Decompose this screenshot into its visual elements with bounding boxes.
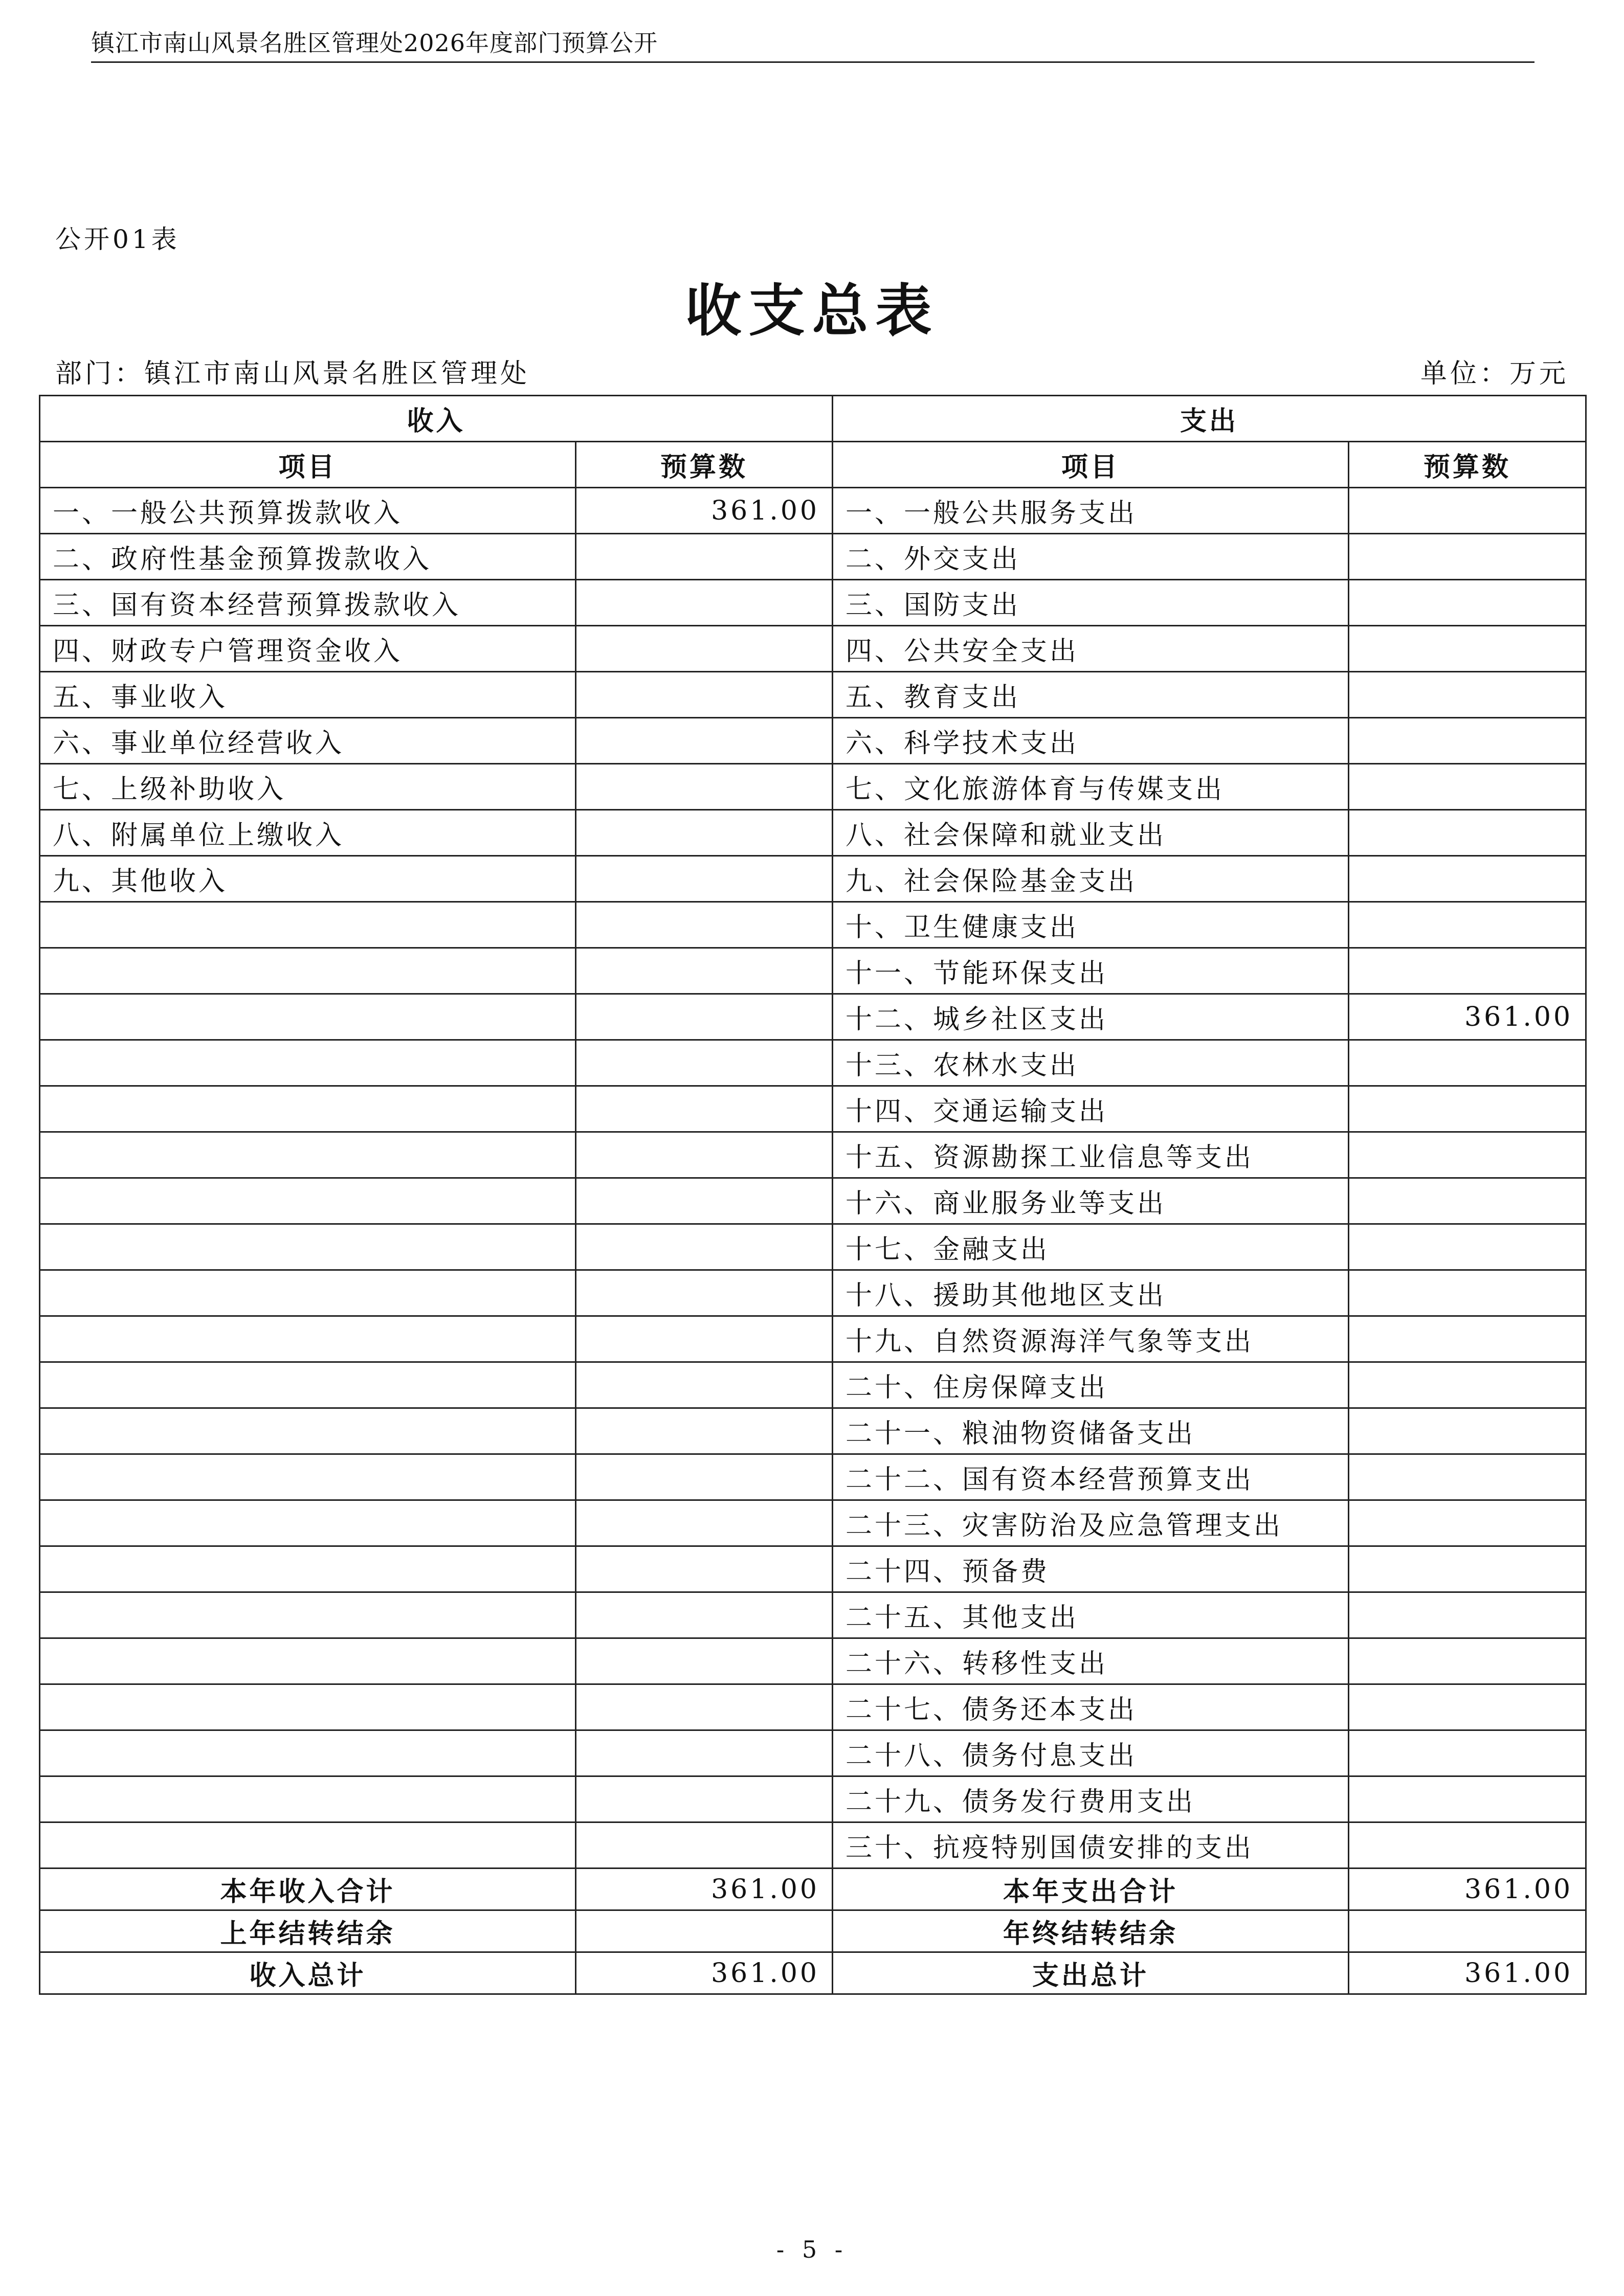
expense-amount-cell [1349, 718, 1586, 764]
expense-amount-cell [1349, 764, 1586, 810]
expense-amount-cell [1349, 1316, 1586, 1362]
expense-amount-cell [1349, 1546, 1586, 1592]
income-item-cell [40, 1730, 576, 1776]
table-row [40, 1822, 1586, 1869]
income-item-cell [40, 1776, 576, 1822]
expense-amount-cell [1349, 1822, 1586, 1869]
table-row [40, 534, 1586, 580]
expense-amount-cell [1349, 1776, 1586, 1822]
expense-amount-cell [1349, 1500, 1586, 1546]
unit-label: 单位：万元 [1420, 358, 1569, 389]
table-row [40, 1316, 1586, 1362]
table-row [40, 1684, 1586, 1730]
table-row [40, 856, 1586, 902]
expense-amount-cell [1349, 1408, 1586, 1454]
table-column-header-row [40, 442, 1586, 488]
table-group-header-row [40, 396, 1586, 442]
income-total-amount: 361.00 [576, 1869, 833, 1910]
expense-amount-cell [1349, 626, 1586, 672]
income-item-cell: 五、事业收入 [40, 672, 576, 718]
income-amount-cell [576, 1362, 833, 1408]
expense-amount-cell [1349, 1224, 1586, 1270]
expense-budget-header: 预算数 [1349, 442, 1586, 488]
department-label: 部门：镇江市南山风景名胜区管理处 [55, 358, 530, 389]
expense-item-cell: 二十四、预备费 [833, 1546, 1349, 1592]
expense-amount-cell [1349, 856, 1586, 902]
income-amount-cell [576, 764, 833, 810]
expense-item-cell: 八、社会保障和就业支出 [833, 810, 1349, 856]
table-row [40, 718, 1586, 764]
expense-amount-cell [1349, 534, 1586, 580]
income-item-cell [40, 1822, 576, 1869]
income-amount-cell [576, 1408, 833, 1454]
table-row [40, 1500, 1586, 1546]
expense-item-cell: 二、外交支出 [833, 534, 1349, 580]
page-title: 收支总表 [685, 278, 939, 344]
income-item-cell: 六、事业单位经营收入 [40, 718, 576, 764]
income-total-label: 上年结转结余 [40, 1910, 576, 1952]
income-group-header: 收入 [40, 396, 833, 442]
expense-amount-cell [1349, 1592, 1586, 1638]
expense-item-cell: 十二、城乡社区支出 [833, 994, 1349, 1040]
income-amount-cell [576, 1592, 833, 1638]
income-total-amount [576, 1910, 833, 1952]
income-item-cell [40, 902, 576, 948]
expense-group-header: 支出 [833, 396, 1586, 442]
table-row [40, 1132, 1586, 1178]
income-amount-cell [576, 534, 833, 580]
income-item-cell [40, 1086, 576, 1132]
income-total-label: 收入总计 [40, 1952, 576, 1994]
income-amount-cell [576, 1086, 833, 1132]
expense-amount-cell [1349, 1178, 1586, 1224]
table-row [40, 764, 1586, 810]
expense-item-cell: 二十六、转移性支出 [833, 1638, 1349, 1684]
expense-amount-cell [1349, 1638, 1586, 1684]
income-item-cell [40, 1132, 576, 1178]
expense-amount-cell [1349, 488, 1586, 534]
expense-amount-cell: 361.00 [1349, 994, 1586, 1040]
expense-item-cell: 六、科学技术支出 [833, 718, 1349, 764]
expense-amount-cell [1349, 1086, 1586, 1132]
expense-amount-cell [1349, 902, 1586, 948]
income-item-cell [40, 1040, 576, 1086]
income-total-amount: 361.00 [576, 1952, 833, 1994]
table-row [40, 902, 1586, 948]
income-item-cell: 九、其他收入 [40, 856, 576, 902]
income-item-cell [40, 1316, 576, 1362]
expense-item-cell: 二十、住房保障支出 [833, 1362, 1349, 1408]
expense-item-cell: 七、文化旅游体育与传媒支出 [833, 764, 1349, 810]
income-item-cell: 一、一般公共预算拨款收入 [40, 488, 576, 534]
income-item-cell [40, 1270, 576, 1316]
table-row [40, 1086, 1586, 1132]
totals-row [40, 1869, 1586, 1910]
expense-total-label: 支出总计 [833, 1952, 1349, 1994]
expense-item-cell: 一、一般公共服务支出 [833, 488, 1349, 534]
income-amount-cell [576, 994, 833, 1040]
income-amount-cell [576, 1040, 833, 1086]
expense-item-cell: 二十三、灾害防治及应急管理支出 [833, 1500, 1349, 1546]
income-amount-cell [576, 626, 833, 672]
income-amount-cell [576, 1270, 833, 1316]
income-item-cell: 二、政府性基金预算拨款收入 [40, 534, 576, 580]
income-item-cell [40, 1592, 576, 1638]
income-item-cell [40, 1500, 576, 1546]
totals-row [40, 1952, 1586, 1994]
expense-item-cell: 十九、自然资源海洋气象等支出 [833, 1316, 1349, 1362]
expense-total-label: 年终结转结余 [833, 1910, 1349, 1952]
income-amount-cell [576, 1178, 833, 1224]
expense-amount-cell [1349, 1040, 1586, 1086]
income-amount-cell: 361.00 [576, 488, 833, 534]
table-row [40, 1270, 1586, 1316]
budget-summary-table [39, 395, 1587, 1995]
expense-amount-cell [1349, 580, 1586, 626]
income-amount-cell [576, 1500, 833, 1546]
income-item-cell [40, 1178, 576, 1224]
income-item-cell [40, 1684, 576, 1730]
income-budget-header: 预算数 [576, 442, 833, 488]
expense-amount-cell [1349, 948, 1586, 994]
income-item-cell: 七、上级补助收入 [40, 764, 576, 810]
income-item-cell [40, 1638, 576, 1684]
table-row [40, 1546, 1586, 1592]
table-row [40, 1408, 1586, 1454]
expense-item-cell: 十六、商业服务业等支出 [833, 1178, 1349, 1224]
table-row [40, 1776, 1586, 1822]
expense-item-cell: 二十一、粮油物资储备支出 [833, 1408, 1349, 1454]
income-amount-cell [576, 902, 833, 948]
expense-amount-cell [1349, 672, 1586, 718]
expense-item-cell: 二十二、国有资本经营预算支出 [833, 1454, 1349, 1500]
expense-item-cell: 十七、金融支出 [833, 1224, 1349, 1270]
income-item-cell [40, 1224, 576, 1270]
income-item-header: 项目 [40, 442, 576, 488]
expense-item-cell: 九、社会保险基金支出 [833, 856, 1349, 902]
expense-amount-cell [1349, 1362, 1586, 1408]
income-amount-cell [576, 1776, 833, 1822]
expense-item-cell: 五、教育支出 [833, 672, 1349, 718]
header-divider [91, 61, 1534, 63]
income-amount-cell [576, 718, 833, 764]
page-header: 镇江市南山风景名胜区管理处2026年度部门预算公开 [91, 29, 658, 57]
table-row [40, 672, 1586, 718]
table-row [40, 1730, 1586, 1776]
expense-item-cell: 二十七、债务还本支出 [833, 1684, 1349, 1730]
expense-item-cell: 十三、农林水支出 [833, 1040, 1349, 1086]
expense-item-cell: 三、国防支出 [833, 580, 1349, 626]
totals-row [40, 1910, 1586, 1952]
income-amount-cell [576, 672, 833, 718]
income-amount-cell [576, 580, 833, 626]
income-item-cell [40, 1454, 576, 1500]
expense-amount-cell [1349, 810, 1586, 856]
expense-amount-cell [1349, 1684, 1586, 1730]
income-amount-cell [576, 1454, 833, 1500]
table-row [40, 1040, 1586, 1086]
expense-item-cell: 十八、援助其他地区支出 [833, 1270, 1349, 1316]
income-amount-cell [576, 856, 833, 902]
expense-item-cell: 四、公共安全支出 [833, 626, 1349, 672]
income-amount-cell [576, 1822, 833, 1869]
income-item-cell [40, 948, 576, 994]
income-item-cell: 八、附属单位上缴收入 [40, 810, 576, 856]
expense-item-cell: 二十八、债务付息支出 [833, 1730, 1349, 1776]
income-total-label: 本年收入合计 [40, 1869, 576, 1910]
income-amount-cell [576, 1730, 833, 1776]
expense-total-amount: 361.00 [1349, 1869, 1586, 1910]
income-amount-cell [576, 1316, 833, 1362]
income-amount-cell [576, 1546, 833, 1592]
expense-item-cell: 十一、节能环保支出 [833, 948, 1349, 994]
expense-amount-cell [1349, 1454, 1586, 1500]
table-row [40, 626, 1586, 672]
page-number: - 5 - [776, 2236, 848, 2263]
expense-total-amount: 361.00 [1349, 1952, 1586, 1994]
expense-amount-cell [1349, 1132, 1586, 1178]
income-amount-cell [576, 1132, 833, 1178]
income-item-cell: 四、财政专户管理资金收入 [40, 626, 576, 672]
expense-item-cell: 三十、抗疫特别国债安排的支出 [833, 1822, 1349, 1869]
table-row [40, 1454, 1586, 1500]
table-row [40, 580, 1586, 626]
income-amount-cell [576, 1638, 833, 1684]
expense-item-cell: 十、卫生健康支出 [833, 902, 1349, 948]
expense-item-cell: 十四、交通运输支出 [833, 1086, 1349, 1132]
expense-item-cell: 十五、资源勘探工业信息等支出 [833, 1132, 1349, 1178]
table-row [40, 1362, 1586, 1408]
income-item-cell: 三、国有资本经营预算拨款收入 [40, 580, 576, 626]
table-row [40, 1638, 1586, 1684]
table-row [40, 1178, 1586, 1224]
table-row [40, 488, 1586, 534]
income-amount-cell [576, 948, 833, 994]
income-item-cell [40, 1362, 576, 1408]
income-amount-cell [576, 810, 833, 856]
expense-item-header: 项目 [833, 442, 1349, 488]
expense-total-amount [1349, 1910, 1586, 1952]
income-item-cell [40, 994, 576, 1040]
income-amount-cell [576, 1684, 833, 1730]
expense-amount-cell [1349, 1270, 1586, 1316]
income-item-cell [40, 1408, 576, 1454]
table-row [40, 1592, 1586, 1638]
expense-total-label: 本年支出合计 [833, 1869, 1349, 1910]
table-row [40, 1224, 1586, 1270]
income-amount-cell [576, 1224, 833, 1270]
expense-item-cell: 二十五、其他支出 [833, 1592, 1349, 1638]
form-number: 公开01表 [55, 224, 180, 254]
income-item-cell [40, 1546, 576, 1592]
expense-item-cell: 二十九、债务发行费用支出 [833, 1776, 1349, 1822]
expense-amount-cell [1349, 1730, 1586, 1776]
table-row [40, 810, 1586, 856]
table-row [40, 948, 1586, 994]
table-row [40, 994, 1586, 1040]
